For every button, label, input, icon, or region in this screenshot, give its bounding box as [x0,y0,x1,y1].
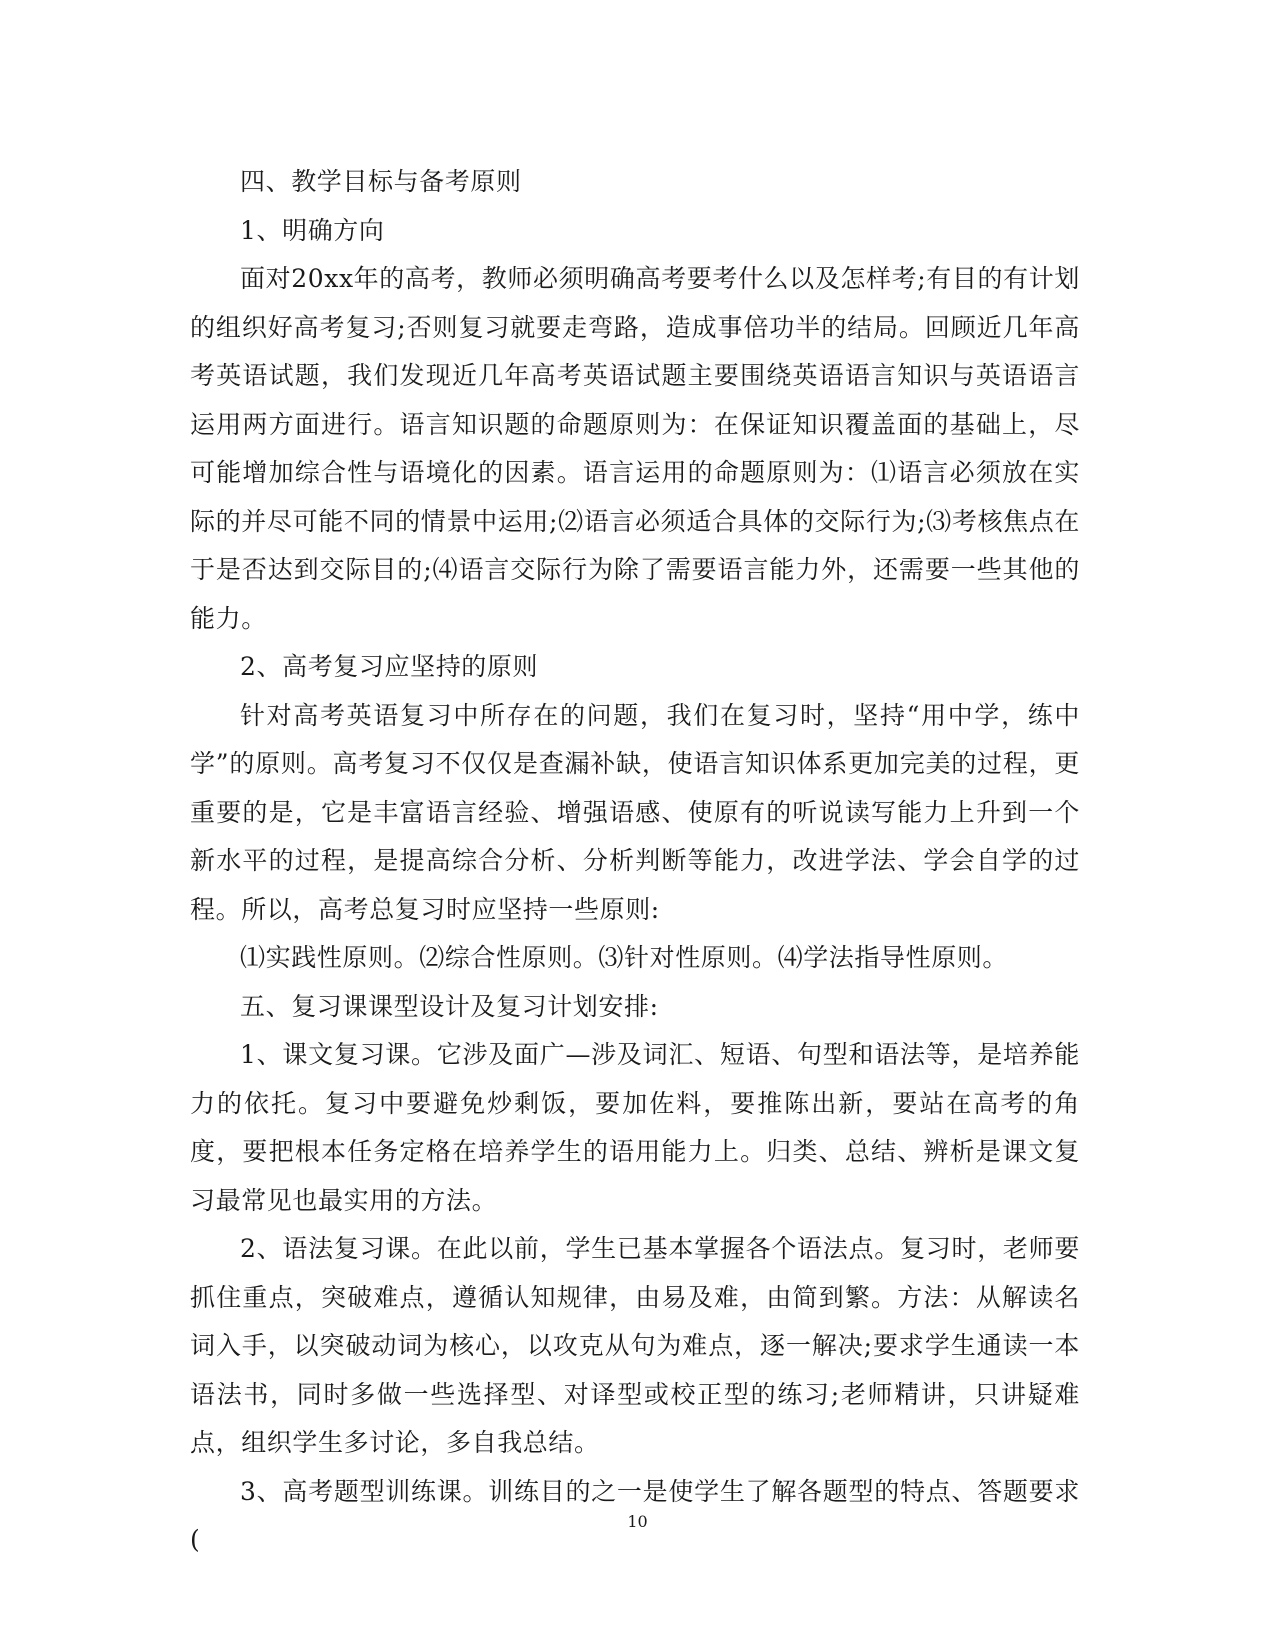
page-number: 10 [627,1512,648,1531]
subheading-clear-direction: 1、明确方向 [240,215,385,245]
section-heading-5: 五、复习课课型设计及复习计划安排: [240,991,659,1021]
body-text [190,158,1080,1565]
paragraph-grammar-review: 2、语法复习课。在此以前，学生已基本掌握各个语法点。复习时，老师要抓住重点，突破难点，遵循认知规律，由易及难，由简到繁。方法：从解读名词入手，以突破动词为核心，以攻克从句为难点，逐一解决;要求学生通读一本语法书，同时多做一些选择型、对译型或校正型的练习;老师精讲，只讲疑难点，组织学生多讨论，多自我总结。 [190,1234,1080,1457]
section-heading-4: 四、教学目标与备考原则 [240,167,522,196]
principles-list: ⑴实践性原则。⑵综合性原则。⑶针对性原则。⑷学法指导性原则。 [240,943,1009,972]
paragraph-question-training: 3、高考题型训练课。训练目的之一是使学生了解各题型的特点、答题要求( [190,1476,1080,1554]
subheading-review-principles: 2、高考复习应坚持的原则 [240,652,539,681]
paragraph-review-principles: 针对高考英语复习中所存在的问题，我们在复习时，坚持“用中学，练中学”的原则。高考复习不仅仅是查漏补缺，使语言知识体系更加完美的过程，更重要的是，它是丰富语言经验、增强语感、使原有的听说读写能力上升到一个新水平的过程，是提高综合分析、分析判断等能力，改进学法、学会自学的过程。所以，高考总复习时应坚持一些原则: [190,700,1080,924]
paragraph-text-review: 1、课文复习课。它涉及面广—涉及词汇、短语、句型和语法等，是培养能力的依托。复习中要避免炒剩饭，要加佐料，要推陈出新，要站在高考的角度，要把根本任务定格在培养学生的语用能力上。归类、总结、辨析是课文复习最常见也最实用的方法。 [190,1040,1080,1215]
paragraph-clear-direction: 面对20xx年的高考，教师必须明确高考要考什么以及怎样考;有目的有计划的组织好高考复习;否则复习就要走弯路，造成事倍功半的结局。回顾近几年高考英语试题，我们发现近几年高考英语试题主要围绕英语语言知识与英语语言运用两方面进行。语言知识题的命题原则为：在保证知识覆盖面的基础上，尽可能增加综合性与语境化的因素。语言运用的命题原则为：⑴语言必须放在实际的并尽可能不同的情景中运用;⑵语言必须适合具体的交际行为;⑶考核焦点在于是否达到交际目的;⑷语言交际行为除了需要语言能力外，还需要一些其他的能力。 [190,264,1080,633]
